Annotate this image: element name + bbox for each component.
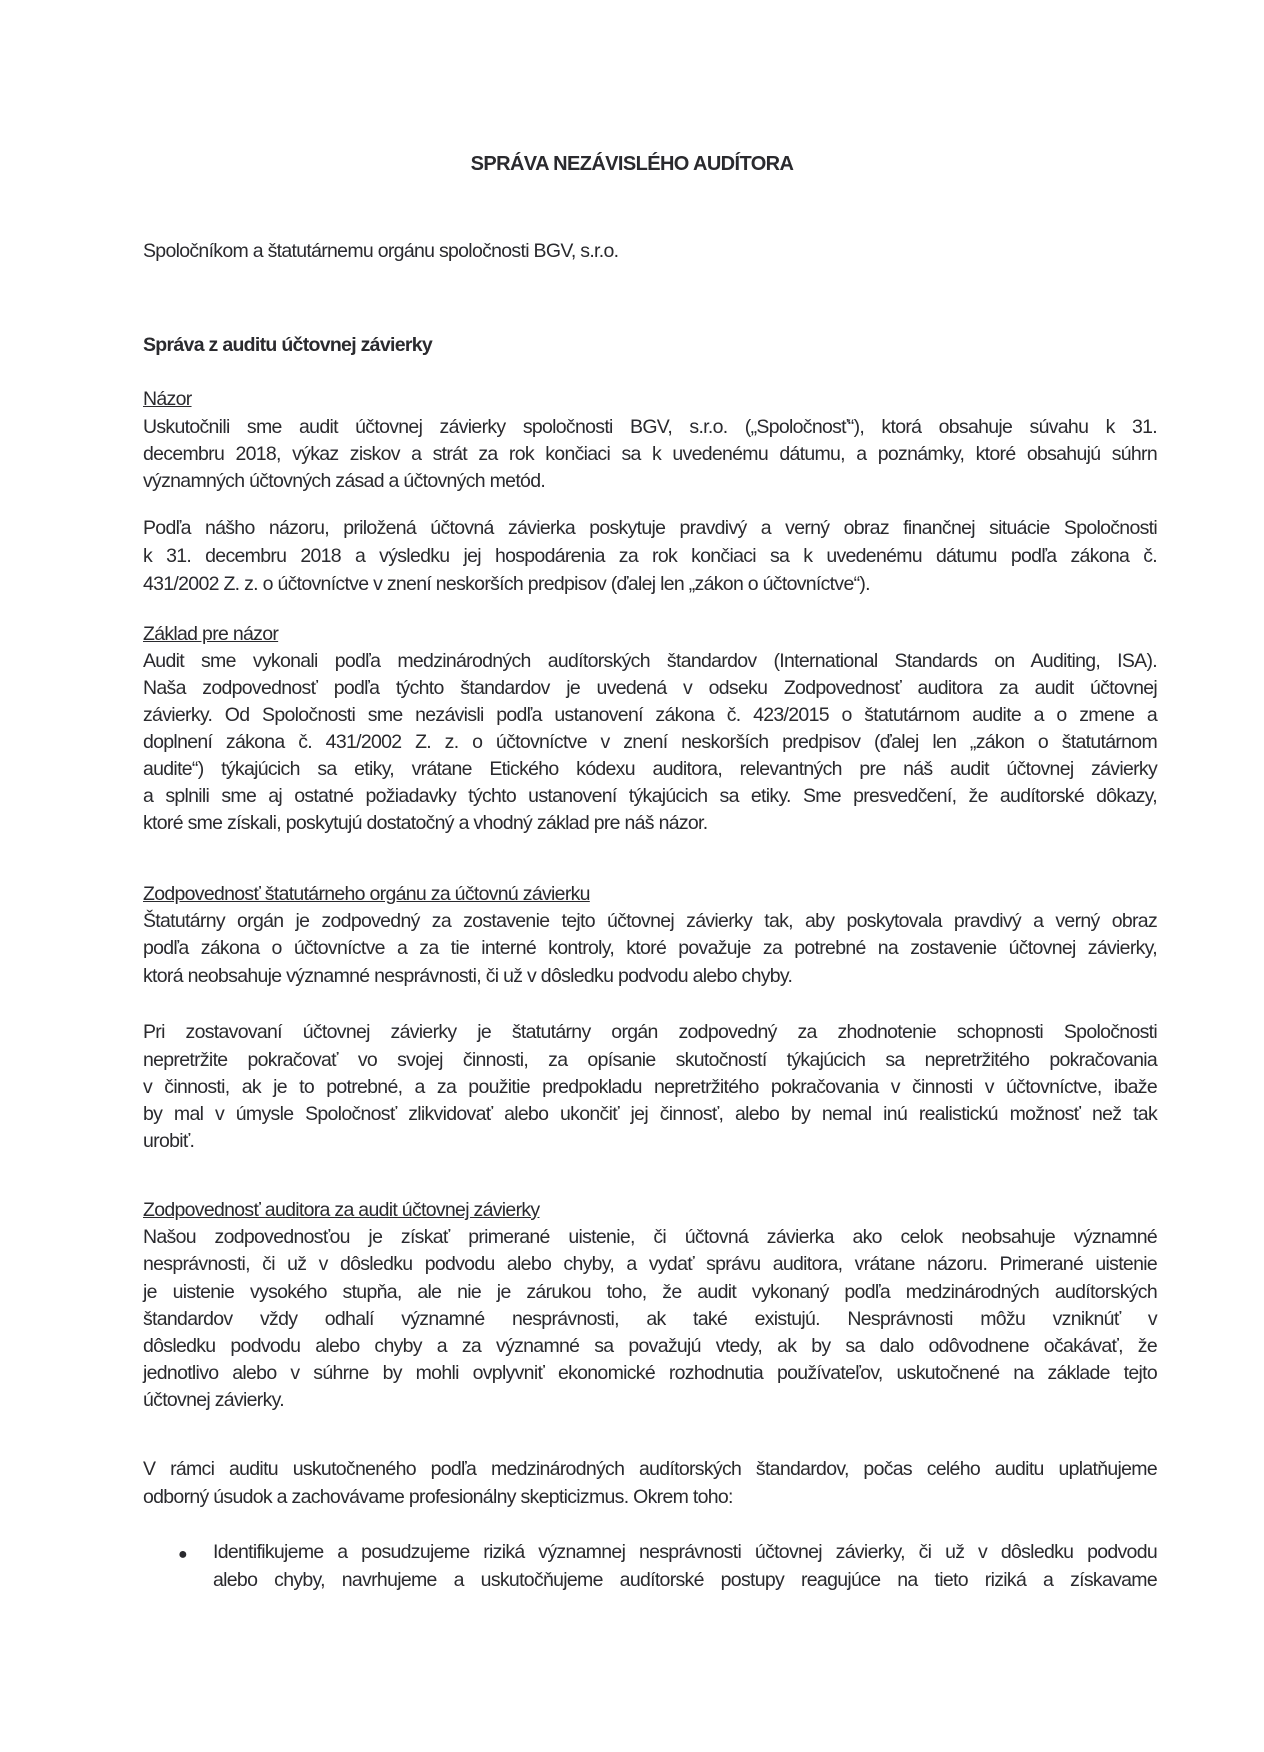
- text-line: audite“) týkajúcich sa etiky, vrátane Etického kódexu auditora, relevantných pre náš audit účtovnej závierky: [143, 758, 1157, 780]
- text-line: Naša zodpovednosť podľa týchto štandardov je uvedená v odseku Zodpovednosť auditora za audit účtovnej: [143, 677, 1157, 699]
- text-line: dôsledku podvodu alebo chyby a za významné sa považujú vtedy, ak by sa dalo odôvodnene očakávať, že: [143, 1335, 1157, 1357]
- text-line: Štatutárny orgán je zodpovedný za zostavenie tejto účtovnej závierky tak, aby poskytovala pravdivý a verný obraz: [143, 910, 1157, 932]
- text-line: podľa zákona o účtovníctve a za tie interné kontroly, ktoré považuje za potrebné na zostavenie účtovnej závierky,: [143, 937, 1157, 959]
- text-line: V rámci auditu uskutočneného podľa medzinárodných audítorských štandardov, počas celého auditu uplatňujeme: [143, 1458, 1157, 1480]
- addressee: Spoločníkom a štatutárnemu orgánu spoločnosti BGV, s.r.o.: [143, 240, 619, 262]
- text-line: nepretržite pokračovať vo svojej činnosti, za opísanie skutočností týkajúcich sa nepretržitého pokračovania: [143, 1049, 1157, 1071]
- text-line: Uskutočnili sme audit účtovnej závierky spoločnosti BGV, s.r.o. („Spoločnosť“), ktorá obsahuje súvahu k 31.: [143, 416, 1157, 438]
- text-line: je uistenie vysokého stupňa, ale nie je zárukou toho, že audit vykonaný podľa medzinárodných audítorských: [143, 1281, 1157, 1303]
- text-line: ktoré sme získali, poskytujú dostatočný a vhodný základ pre náš názor.: [143, 812, 708, 834]
- text-line: 431/2002 Z. z. o účtovníctve v znení neskorších predpisov (ďalej len „zákon o účtovníctve“).: [143, 573, 870, 595]
- text-line: urobiť.: [143, 1130, 195, 1152]
- text-line: Audit sme vykonali podľa medzinárodných audítorských štandardov (International Standards on Auditing, ISA).: [143, 650, 1157, 672]
- text-line: významných účtovných zásad a účtovných metód.: [143, 470, 546, 492]
- section-heading: Správa z auditu účtovnej závierky: [143, 334, 433, 356]
- text-line: a splnili sme aj ostatné požiadavky týchto ustanovení týkajúcich sa etiky. Sme presvedčení, že audítorské dôkazy,: [143, 785, 1157, 807]
- bullet-icon: ●: [178, 1546, 188, 1563]
- subheading-management-responsibility: Zodpovednosť štatutárneho orgánu za účtovnú závierku: [143, 883, 590, 905]
- text-line: odborný úsudok a zachovávame profesionálny skepticizmus. Okrem toho:: [143, 1486, 733, 1508]
- text-line: v činnosti, ak je to potrebné, a za použitie predpokladu nepretržitého pokračovania v činnosti v účtovníctve, ibaže: [143, 1076, 1157, 1098]
- subheading-opinion: Názor: [143, 388, 192, 410]
- bullet-text-line: alebo chyby, navrhujeme a uskutočňujeme audítorské postupy reagujúce na tieto riziká a získavame: [213, 1569, 1157, 1591]
- text-line: Podľa nášho názoru, priložená účtovná závierka poskytuje pravdivý a verný obraz finančnej situácie Spoločnosti: [143, 517, 1157, 539]
- text-line: by mal v úmysle Spoločnosť zlikvidovať alebo ukončiť jej činnosť, alebo by nemal inú realistickú možnosť než tak: [143, 1103, 1157, 1125]
- text-line: účtovnej závierky.: [143, 1389, 284, 1411]
- bullet-text-line: Identifikujeme a posudzujeme riziká významnej nesprávnosti účtovnej závierky, či už v dôsledku podvodu: [213, 1541, 1157, 1563]
- text-line: k 31. decembru 2018 a výsledku jej hospodárenia za rok končiaci sa k uvedenému dátumu podľa zákona č.: [143, 545, 1157, 567]
- text-line: Našou zodpovednosťou je získať primerané uistenie, či účtovná závierka ako celok neobsahuje významné: [143, 1226, 1157, 1248]
- text-line: závierky. Od Spoločnosti sme nezávisli podľa ustanovení zákona č. 423/2015 o štatutárnom audite a o zmene a: [143, 704, 1157, 726]
- text-line: decembru 2018, výkaz ziskov a strát za rok končiaci sa k uvedenému dátumu, a poznámky, ktoré obsahujú súhrn: [143, 443, 1157, 465]
- document-title: SPRÁVA NEZÁVISLÉHO AUDÍTORA: [470, 153, 794, 175]
- text-line: Pri zostavovaní účtovnej závierky je štatutárny orgán zodpovedný za zhodnotenie schopnosti Spoločnosti: [143, 1021, 1157, 1043]
- subheading-basis: Základ pre názor: [143, 623, 279, 645]
- text-line: štandardov vždy odhalí významné nesprávnosti, ak také existujú. Nesprávnosti môžu vzniknúť v: [143, 1308, 1157, 1330]
- text-line: ktorá neobsahuje významné nesprávnosti, či už v dôsledku podvodu alebo chyby.: [143, 965, 793, 987]
- text-line: doplnení zákona č. 431/2002 Z. z. o účtovníctve v znení neskorších predpisov (ďalej len „zákon o štatutárnom: [143, 731, 1157, 753]
- text-line: nesprávnosti, či už v dôsledku podvodu alebo chyby, a vydať správu auditora, vrátane názoru. Primerané uistenie: [143, 1253, 1157, 1275]
- subheading-auditor-responsibility: Zodpovednosť auditora za audit účtovnej závierky: [143, 1199, 540, 1221]
- text-line: jednotlivo alebo v súhrne by mohli ovplyvniť ekonomické rozhodnutia používateľov, uskutočnené na základe tejto: [143, 1362, 1157, 1384]
